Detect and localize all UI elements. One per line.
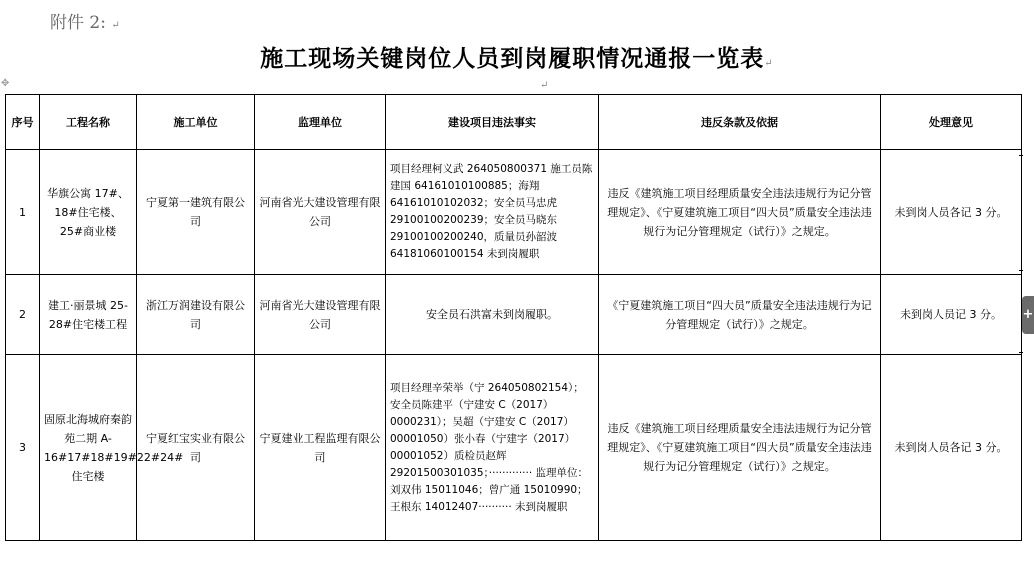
header-basis: 违反条款及依据 [599, 95, 881, 150]
document-title [0, 40, 1034, 73]
cell-project: 华旗公寓 17#、18#住宅楼、25#商业楼 [40, 150, 137, 275]
cell-no: 3 [6, 355, 40, 541]
cell-supervisor: 宁夏建业工程监理有限公司 [255, 355, 386, 541]
table-header-row [6, 95, 1022, 150]
header-contractor: 施工单位 [137, 95, 255, 150]
plus-icon[interactable]: + [1022, 296, 1034, 334]
cell-basis: 违反《建筑施工项目经理质量安全违法违规行为记分管理规定》、《宁夏建筑施工项目“四大员”质量安全违法违规行为记分管理规定（试行）》之规定。 [599, 355, 881, 541]
cell-project: 建工·丽景城 25-28#住宅楼工程 [40, 275, 137, 355]
cell-opinion: 未到岗人员各记 3 分。 [881, 355, 1022, 541]
row-marker [1019, 352, 1023, 353]
cell-facts: 项目经理辛荣举（宁 264050802154）；安全员陈建平（宁建安 C（2017）0000231）；吴超（宁建安 C（2017）00001050）张小春（宁建字（2017）00001052）质检员赵辉 29201500301035；············· 监理单位：刘双伟 15011046；曾广通 15010990；王根东 14012407·········· 未到岗履职 [386, 355, 599, 541]
cell-no: 1 [6, 150, 40, 275]
paragraph-mark-icon: ↵ [540, 80, 549, 91]
attachment-label [50, 8, 120, 33]
cell-project: 固原北海城府秦韵苑二期 A-16#17#18#19#22#24#住宅楼 [40, 355, 137, 541]
document-title-text: 施工现场关键岗位人员到岗履职情况通报一览表 [260, 45, 765, 72]
row-marker [1019, 270, 1023, 271]
cell-facts: 项目经理柯义武 264050800371 施工员陈建国 64161010100885；海翔 64161010102032；安全员马忠虎 29100100200239；安全员马晓东 29100100200240，质量员孙韶波 64181060100154 未到岗履职 [386, 150, 599, 275]
attachment-label-text: 附件 2: [50, 13, 106, 33]
header-no: 序号 [6, 95, 40, 150]
header-facts: 建设项目违法事实 [386, 95, 599, 150]
cell-contractor: 宁夏红宝实业有限公司 [137, 355, 255, 541]
paragraph-mark-icon: ↵ [764, 58, 774, 69]
row-marker [1019, 155, 1023, 156]
cell-no: 2 [6, 275, 40, 355]
paragraph-mark-icon: ↵ [111, 20, 120, 31]
table-row [6, 150, 1022, 275]
report-table [5, 94, 1022, 541]
table-row [6, 355, 1022, 541]
cell-contractor: 浙江万润建设有限公司 [137, 275, 255, 355]
table-row [6, 275, 1022, 355]
cell-basis: 《宁夏建筑施工项目“四大员”质量安全违法违规行为记分管理规定（试行）》之规定。 [599, 275, 881, 355]
cell-basis: 违反《建筑施工项目经理质量安全违法违规行为记分管理规定》、《宁夏建筑施工项目“四大员”质量安全违法违规行为记分管理规定（试行）》之规定。 [599, 150, 881, 275]
table-anchor-icon[interactable]: ✥ [1, 78, 10, 89]
cell-supervisor: 河南省光大建设管理有限公司 [255, 150, 386, 275]
cell-supervisor: 河南省光大建设管理有限公司 [255, 275, 386, 355]
header-opinion: 处理意见 [881, 95, 1022, 150]
cell-opinion: 未到岗人员各记 3 分。 [881, 150, 1022, 275]
header-supervisor: 监理单位 [255, 95, 386, 150]
cell-contractor: 宁夏第一建筑有限公司 [137, 150, 255, 275]
cell-opinion: 未到岗人员记 3 分。 [881, 275, 1022, 355]
cell-facts: 安全员石洪富未到岗履职。 [386, 275, 599, 355]
header-project: 工程名称 [40, 95, 137, 150]
